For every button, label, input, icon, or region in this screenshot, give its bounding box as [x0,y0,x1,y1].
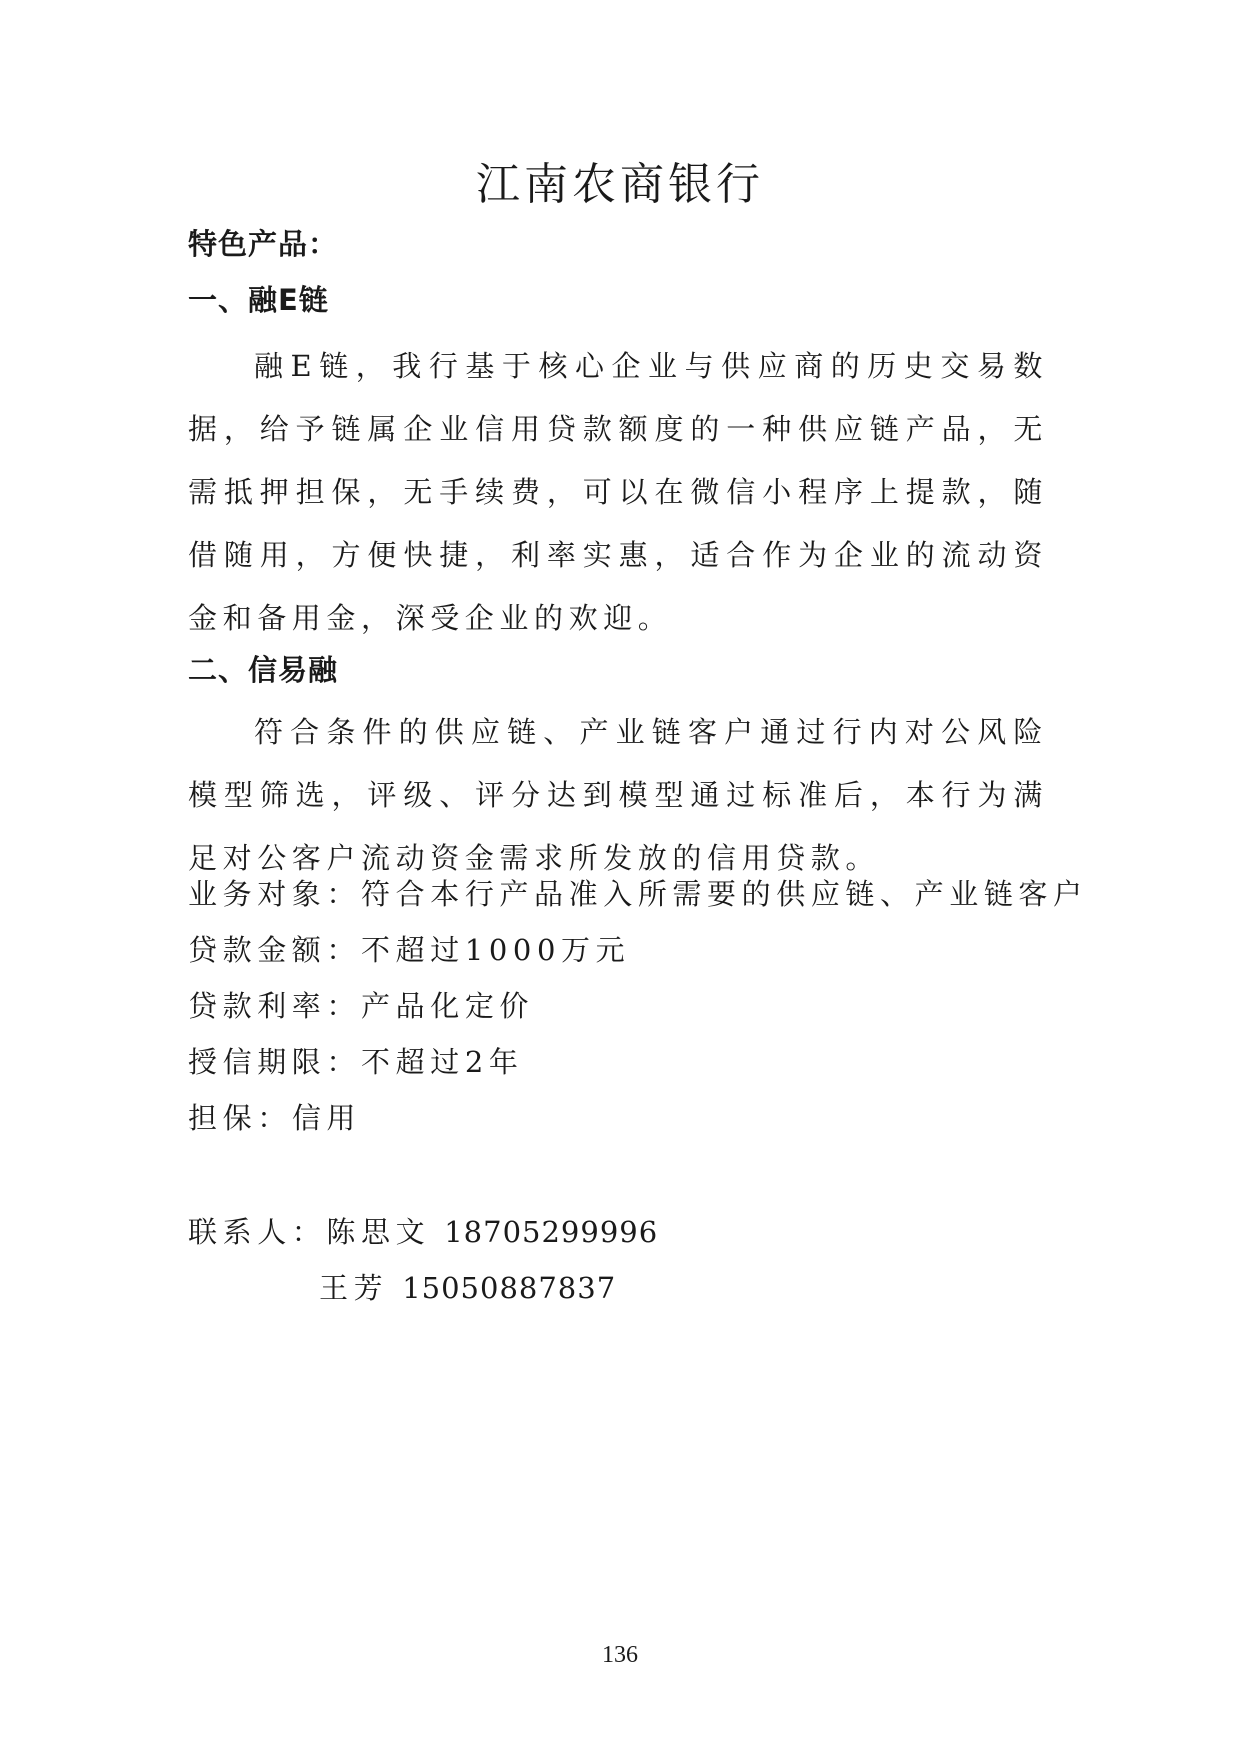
contact-phone: 18705299996 [444,1215,659,1249]
product1-description: 融E链，我行基于核心企业与供应商的历史交易数据，给予链属企业信用贷款额度的一种供应链产品，无需抵押担保，无手续费，可以在微信小程序上提款，随借随用，方便快捷，利率实惠，适合作为企业的流动资金和备用金，深受企业的欢迎。 [188,349,1048,635]
contact-label: 联系人： [188,1215,327,1249]
contact-name: 陈思文 [326,1215,431,1249]
product1-heading: 一、融E链 [188,283,329,317]
detail-credit-term [188,1040,523,1081]
detail-label: 贷款利率： [188,989,362,1023]
page-number: 136 [602,1642,638,1668]
detail-value: 产品化定价 [361,989,535,1023]
detail-value: 不超过2年 [361,1045,524,1079]
contact-row-1 [188,1210,658,1251]
detail-label: 贷款金额： [188,933,362,967]
detail-loan-amount [188,928,630,969]
section-label: 特色产品： [188,227,339,261]
contact-row-2 [319,1266,616,1307]
detail-loan-rate [188,984,534,1025]
detail-value: 不超过1000万元 [361,933,631,967]
detail-business-target [188,872,1088,913]
contact-name: 王芳 [319,1271,389,1305]
detail-label: 担保： [188,1101,292,1135]
document-title: 江南农商银行 [476,159,764,210]
contact-phone: 15050887837 [402,1271,617,1305]
detail-label: 业务对象： [188,877,362,911]
detail-value: 符合本行产品准入所需要的供应链、产业链客户 [361,877,1088,911]
detail-label: 授信期限： [188,1045,362,1079]
product2-heading: 二、信易融 [188,653,339,687]
detail-guarantee [188,1096,361,1137]
product2-description: 符合条件的供应链、产业链客户通过行内对公风险模型筛选，评级、评分达到模型通过标准后，本行为满足对公客户流动资金需求所发放的信用贷款。 [188,715,1048,875]
detail-value: 信用 [291,1101,362,1135]
